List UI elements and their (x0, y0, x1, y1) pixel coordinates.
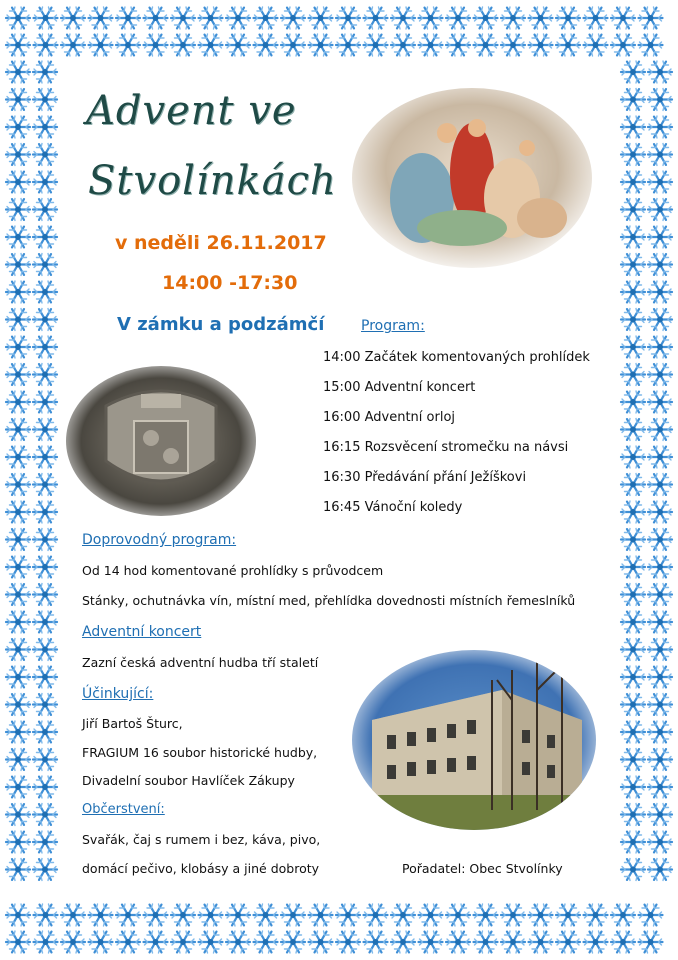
event-location: V zámku a podzámčí (117, 314, 325, 335)
program-time: 14:00 (323, 350, 361, 365)
title-line-1: Advent ve (86, 88, 297, 134)
program-item (323, 350, 590, 365)
program-time: 16:30 (323, 470, 361, 485)
performer-item: FRAGIUM 16 soubor historické hudby, (82, 745, 318, 760)
concert-heading: Adventní koncert (82, 624, 202, 640)
side-program-item: Od 14 hod komentované prohlídky s průvodcem (82, 563, 384, 578)
program-item (323, 440, 568, 455)
program-heading: Program: (361, 318, 425, 334)
program-text: Adventní koncert (364, 380, 476, 395)
concert-text: Zazní česká adventní hudba tří staletí (82, 655, 319, 670)
performers-heading: Účinkující: (82, 686, 154, 702)
side-program-item: Stánky, ochutnávka vín, místní med, přehlídka dovednosti místních řemeslníků (82, 593, 576, 608)
event-time: 14:00 -17:30 (162, 272, 298, 294)
program-item (323, 500, 462, 515)
refreshments-item: domácí pečivo, klobásy a jiné dobroty (82, 861, 320, 876)
side-program-heading: Doprovodný program: (82, 532, 237, 548)
castle-image (352, 650, 596, 830)
program-text: Vánoční koledy (364, 500, 463, 515)
program-text: Začátek komentovaných prohlídek (364, 350, 590, 365)
organizer: Pořadatel: Obec Stvolínky (402, 861, 563, 876)
performer-item: Jiří Bartoš Šturc, (82, 716, 183, 731)
program-time: 15:00 (323, 380, 361, 395)
program-text: Adventní orloj (364, 410, 456, 425)
program-time: 16:00 (323, 410, 361, 425)
performer-item: Divadelní soubor Havlíček Zákupy (82, 773, 295, 788)
fresco-image (352, 88, 592, 268)
program-item (323, 470, 526, 485)
event-date: v neděli 26.11.2017 (115, 232, 327, 254)
program-text: Předávání přání Ježíškovi (364, 470, 527, 485)
program-time: 16:45 (323, 500, 361, 515)
title-line-2: Stvolínkách (88, 158, 337, 204)
program-text: Rozsvěcení stromečku na návsi (364, 440, 569, 455)
refreshments-item: Svařák, čaj s rumem i bez, káva, pivo, (82, 832, 321, 847)
coat-of-arms-image (66, 366, 256, 516)
refreshments-heading: Občerstvení: (82, 802, 165, 817)
program-item (323, 410, 455, 425)
program-item (323, 380, 475, 395)
program-time: 16:15 (323, 440, 361, 455)
